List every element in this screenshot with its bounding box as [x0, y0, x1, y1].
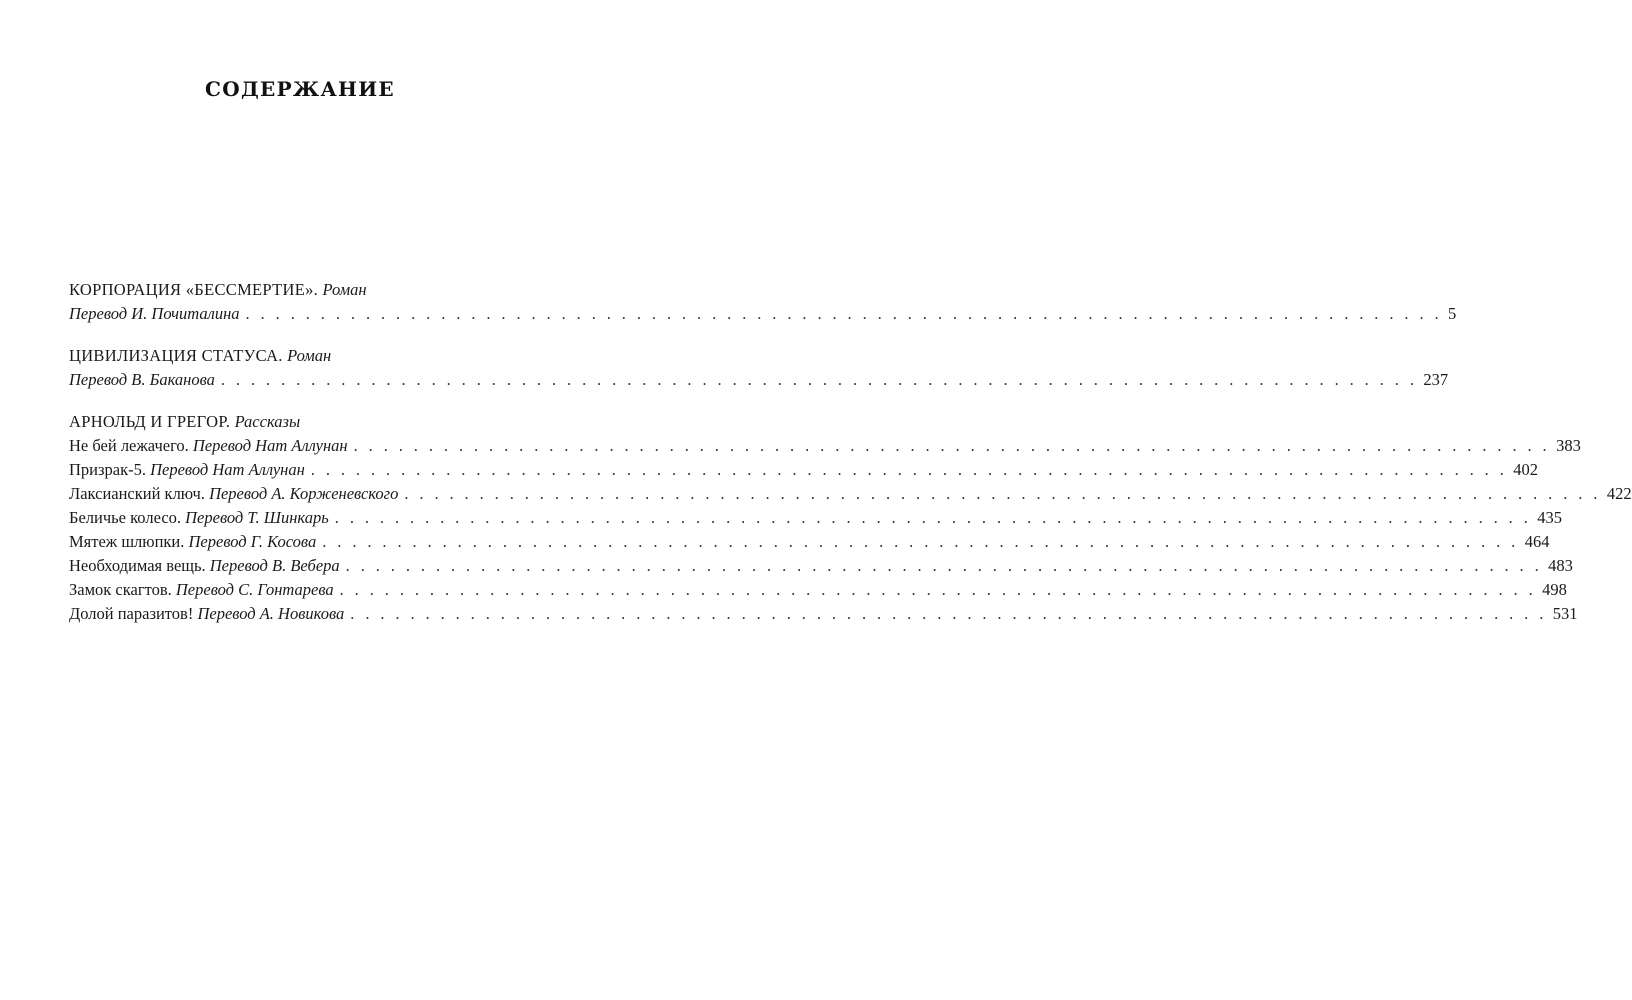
section-title-line: [69, 344, 532, 368]
entry-title: Необходимая вещь.: [69, 556, 206, 575]
section-title: ЦИВИЛИЗАЦИЯ СТАТУСА.: [69, 346, 283, 365]
entry-label: [69, 506, 329, 530]
entry-translator: Перевод И. Почиталина: [69, 304, 240, 323]
entry-translator: Перевод В. Вебера: [209, 556, 340, 575]
entry-translator: Перевод С. Гонтарева: [175, 580, 334, 599]
section-title-line: [69, 410, 532, 434]
entry-label: [69, 578, 334, 602]
entry-label: [69, 434, 348, 458]
toc-entry[interactable]: [69, 554, 1573, 578]
entry-label: [69, 302, 240, 326]
dot-leader: . . . . . . . . . . . . . . . . . . . . . . . . . . . . . . . . . . . . . . . . . . . . . . . . . . . . . . . . . . . . . . . . . . . . . . . . . . . . . . . .: [334, 508, 1532, 527]
entry-page-number: 5: [1448, 304, 1457, 323]
entry-page-number: 531: [1552, 604, 1578, 623]
section-genre: Рассказы: [234, 412, 301, 431]
entry-page-number: 422: [1606, 484, 1632, 503]
entry-page-number: 402: [1513, 460, 1539, 479]
dot-leader: . . . . . . . . . . . . . . . . . . . . . . . . . . . . . . . . . . . . . . . . . . . . . . . . . . . . . . . . . . . . . . . . . . . . . . . . . . . . . . . .: [220, 370, 1418, 389]
section-genre: Роман: [287, 346, 332, 365]
toc-entry[interactable]: [69, 434, 1581, 458]
toc-entry[interactable]: [69, 530, 1550, 554]
page-title: СОДЕРЖАНИЕ: [205, 77, 395, 101]
entry-title: Беличье колесо.: [69, 508, 182, 527]
section-title: АРНОЛЬД И ГРЕГОР.: [69, 412, 231, 431]
toc-entry[interactable]: [69, 602, 1578, 626]
dot-leader: . . . . . . . . . . . . . . . . . . . . . . . . . . . . . . . . . . . . . . . . . . . . . . . . . . . . . . . . . . . . . . . . . . . . . . . . . . . . . . . .: [245, 304, 1443, 323]
table-of-contents: [69, 278, 1632, 644]
section-title: КОРПОРАЦИЯ «БЕССМЕРТИЕ».: [69, 280, 319, 299]
entry-page-number: 383: [1556, 436, 1581, 455]
entry-translator: Перевод Г. Косова: [188, 532, 317, 551]
entry-title: Мятеж шлюпки.: [69, 532, 185, 551]
toc-entry[interactable]: [69, 506, 1562, 530]
dot-leader: . . . . . . . . . . . . . . . . . . . . . . . . . . . . . . . . . . . . . . . . . . . . . . . . . . . . . . . . . . . . . . . . . . . . . . . . . . . . . . . .: [350, 604, 1547, 623]
entry-translator: Перевод Нат Аллунан: [192, 436, 348, 455]
entry-title: Лаксианский ключ.: [69, 484, 205, 503]
entry-label: [69, 458, 305, 482]
section-genre: Роман: [322, 280, 367, 299]
toc-entry[interactable]: [69, 578, 1567, 602]
entry-label: [69, 602, 344, 626]
section-title-line: [69, 278, 532, 302]
entry-translator: Перевод В. Баканова: [69, 370, 215, 389]
dot-leader: . . . . . . . . . . . . . . . . . . . . . . . . . . . . . . . . . . . . . . . . . . . . . . . . . . . . . . . . . . . . . . . . . . . . . . . . . . . . . . . .: [339, 580, 1537, 599]
entry-translator: Перевод А. Корженевского: [209, 484, 399, 503]
toc-entry[interactable]: [69, 482, 1632, 506]
toc-section: [69, 278, 1457, 326]
dot-leader: . . . . . . . . . . . . . . . . . . . . . . . . . . . . . . . . . . . . . . . . . . . . . . . . . . . . . . . . . . . . . . . . . . . . . . . . . . . . . . . .: [345, 556, 1543, 575]
entry-label: [69, 530, 316, 554]
dot-leader: . . . . . . . . . . . . . . . . . . . . . . . . . . . . . . . . . . . . . . . . . . . . . . . . . . . . . . . . . . . . . . . . . . . . . . . . . . . . . . . .: [322, 532, 1519, 551]
entry-page-number: 464: [1524, 532, 1550, 551]
entry-title: Не бей лежачего.: [69, 436, 189, 455]
entry-page-number: 498: [1542, 580, 1567, 599]
toc-section: [69, 344, 1449, 392]
entry-label: [69, 368, 215, 392]
entry-translator: Перевод Т. Шинкарь: [185, 508, 329, 527]
entry-label: [69, 482, 398, 506]
entry-translator: Перевод А. Новикова: [197, 604, 345, 623]
dot-leader: . . . . . . . . . . . . . . . . . . . . . . . . . . . . . . . . . . . . . . . . . . . . . . . . . . . . . . . . . . . . . . . . . . . . . . . . . . . . . . . .: [310, 460, 1508, 479]
entry-translator: Перевод Нат Аллунан: [150, 460, 305, 479]
toc-entry[interactable]: [69, 302, 1457, 326]
dot-leader: . . . . . . . . . . . . . . . . . . . . . . . . . . . . . . . . . . . . . . . . . . . . . . . . . . . . . . . . . . . . . . . . . . . . . . . . . . . . . . . .: [353, 436, 1551, 455]
entry-label: [69, 554, 340, 578]
entry-title: Призрак-5.: [69, 460, 146, 479]
dot-leader: . . . . . . . . . . . . . . . . . . . . . . . . . . . . . . . . . . . . . . . . . . . . . . . . . . . . . . . . . . . . . . . . . . . . . . . . . . . . . . . .: [404, 484, 1601, 503]
toc-section: [69, 410, 1632, 626]
toc-entry[interactable]: [69, 368, 1449, 392]
toc-entry[interactable]: [69, 458, 1539, 482]
entry-title: Долой паразитов!: [69, 604, 194, 623]
entry-page-number: 237: [1423, 370, 1449, 389]
entry-page-number: 435: [1537, 508, 1562, 527]
entry-title: Замок скагтов.: [69, 580, 172, 599]
entry-page-number: 483: [1548, 556, 1573, 575]
